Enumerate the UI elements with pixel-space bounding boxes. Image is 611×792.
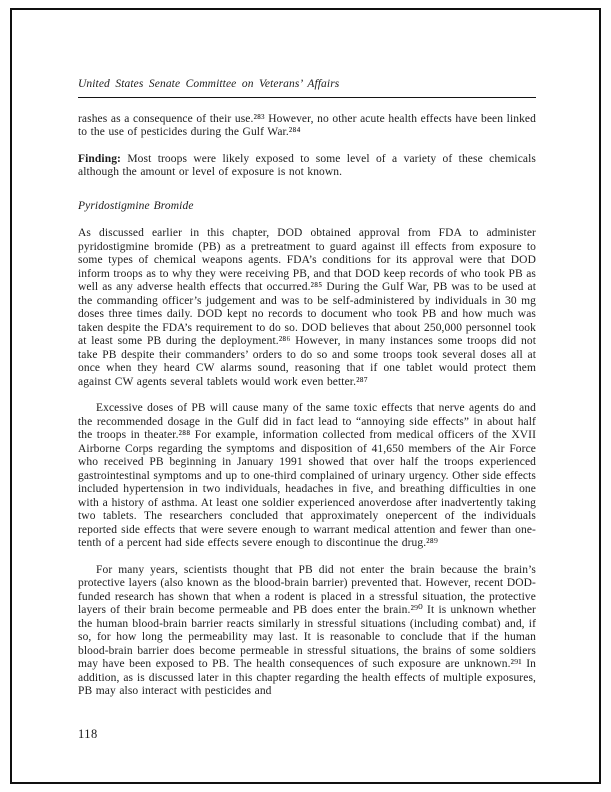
- finding-label: Finding:: [78, 152, 121, 165]
- paragraph-pb-brain: For many years, scientists thought that PB did not enter the brain because the brain’s protective layers (also known as the blood-brain barrier) prevented that. However, recent DOD-funded research has shown that when a rodent is placed in a stressful situation, the protective layers of their brain become permeable and PB does enter the brain.²⁹⁰ It is unknown whether the human blood-brain barrier reacts similarly in stressful situations (including combat) and, if so, for how long the permeability may last. It is reasonable to conclude that if the human blood-brain barrier does become permeable in stressful situations, the brains of some soldiers may have been exposed to PB. The health consequences of such exposure are unknown.²⁹¹ In addition, as is discussed later in this chapter regarding the health effects of multiple exposures, PB may also interact with pesticides and: [78, 563, 536, 697]
- paragraph-finding: [78, 153, 536, 180]
- section-heading: Pyridostigmine Bromide: [78, 199, 194, 212]
- running-header: United States Senate Committee on Veterans’ Affairs: [78, 78, 536, 98]
- page-content: [78, 78, 536, 712]
- paragraph-continuation: rashes as a consequence of their use.²⁸³ However, no other acute health effects have been linked to the use of pesticides during the Gulf War.²⁸⁴: [78, 112, 536, 138]
- paragraph-pb-side-effects: Excessive doses of PB will cause many of the same toxic effects that nerve agents do and the recommended dosage in the Gulf did in fact lead to “annoying side effects” in about half the troops in theater.²⁸⁸ For example, information collected from medical officers of the XVII Airborne Corps regarding the symptoms and disposition of 41,650 members of the Air Force who received PB beginning in January 1991 showed that over half the troops experienced gastrointestinal symptoms and up to one-third complained of urinary urgency. Other side effects included hypertension in two individuals, headaches in five, and breathing difficulties in one with a history of asthma. At least one soldier experienced anoverdose after inadvertently taking two tablets. The researchers concluded that approximately onepercent of the individuals reported side effects that were severe enough to warrant medical attention and fewer than one-tenth of a percent had side effects severe enough to discontinue the drug.²⁸⁹: [78, 402, 536, 549]
- paragraph-pb-intro: As discussed earlier in this chapter, DOD obtained approval from FDA to administer pyridostigmine bromide (PB) as a pretreatment to guard against ill effects from exposure to some types of chemical weapons agents. FDA’s conditions for its approval were that DOD inform troops as to why they were receiving PB, and that DOD keep records of who took PB as well as any adverse health effects that occurred.²⁸⁵ During the Gulf War, PB was to be used at the commanding officer’s judgement and was to be self-administered by individuals in 30 mg doses three times daily. DOD kept no records to document who took PB and how much was taken despite the FDA’s requirement to do so. DOD believes that about 250,000 personnel took at least some PB during the deployment.²⁸⁶ However, in many instances some troops did not take PB despite their commanders’ orders to do so and some troops took several doses all at once when they heard CW alarms sound, reasoning that if one tablet would protect them against CW agents several tablets would work even better.²⁸⁷: [78, 227, 536, 388]
- page-number: 118: [78, 727, 98, 741]
- finding-text: Most troops were likely exposed to some level of a variety of these chemicals although the amount or level of exposure is not known.: [78, 152, 536, 178]
